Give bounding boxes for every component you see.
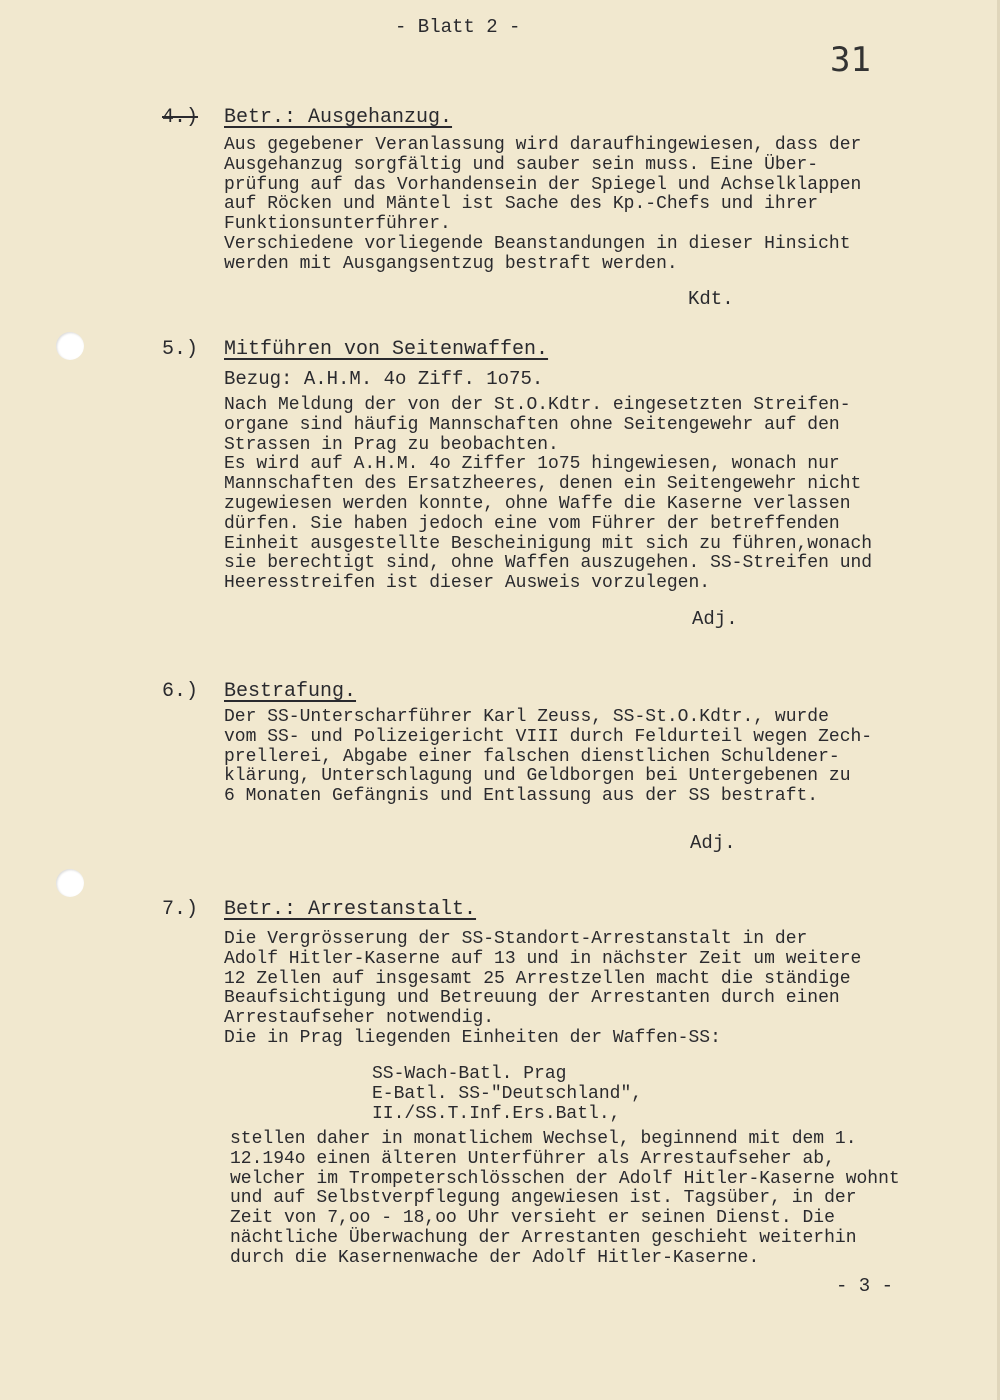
body-line: organe sind häufig Mannschaften ohne Seitengewehr auf den xyxy=(224,414,840,435)
footer-page-marker: - 3 - xyxy=(836,1275,894,1297)
body-line: Adolf Hitler-Kaserne auf 13 und in nächster Zeit um weitere xyxy=(224,948,862,969)
unit-list xyxy=(372,1064,642,1124)
unit-item: II./SS.T.Inf.Ers.Batl., xyxy=(372,1104,621,1124)
body-line: nächtliche Überwachung der Arrestanten geschieht weiterhin xyxy=(230,1227,857,1248)
body-line: 12 Zellen auf insgesamt 25 Arrestzellen macht die ständige xyxy=(224,968,851,989)
page-number: 31 xyxy=(830,40,871,80)
body-line: dürfen. Sie haben jedoch eine vom Führer der betreffenden xyxy=(224,513,840,534)
body-line: Aus gegebener Veranlassung wird daraufhingewiesen, dass der xyxy=(224,135,862,155)
section-reference: Bezug: A.H.M. 4o Ziff. 1o75. xyxy=(224,368,544,390)
body-line: auf Röcken und Mäntel ist Sache des Kp.-Chefs und ihrer xyxy=(224,194,819,215)
body-line: klärung, Unterschlagung und Geldborgen bei Untergebenen zu xyxy=(224,766,851,787)
body-line: prüfung auf das Vorhandensein der Spiegel und Achselklappen xyxy=(224,174,862,195)
signer: Adj. xyxy=(692,608,738,630)
body-line: 12.194o einen älteren Unterführer als Arrestaufseher ab, xyxy=(230,1148,835,1169)
body-line: Funktionsunterführer. xyxy=(224,214,451,235)
unit-item: E-Batl. SS-"Deutschland", xyxy=(372,1084,643,1104)
signer: Kdt. xyxy=(688,288,734,310)
section-title: Bestrafung. xyxy=(224,680,357,703)
section-number: 7.) xyxy=(162,898,199,921)
section-body xyxy=(224,136,954,275)
body-line: Verschiedene vorliegende Beanstandungen in dieser Hinsicht xyxy=(224,233,851,254)
sheet-header: - Blatt 2 - xyxy=(395,16,521,38)
body-line: Der SS-Unterscharführer Karl Zeuss, SS-St.O.Kdtr., wurde xyxy=(224,707,829,727)
body-line: und auf Selbstverpflegung angewiesen ist. Tagsüber, in der xyxy=(230,1188,857,1209)
section-number: 6.) xyxy=(162,680,199,703)
section-title: Betr.: Ausgehanzug. xyxy=(224,106,453,129)
body-line: Einheit ausgestellte Bescheinigung mit sich zu führen,wonach xyxy=(224,533,873,554)
body-line: Zeit von 7,oo - 18,oo Uhr versieht er seinen Dienst. Die xyxy=(230,1208,835,1229)
body-line: Heeresstreifen ist dieser Ausweis vorzulegen. xyxy=(224,573,711,594)
body-line: stellen daher in monatlichem Wechsel, beginnend mit dem 1. xyxy=(230,1129,857,1149)
section-body xyxy=(224,396,954,594)
body-line: Die Vergrösserung der SS-Standort-Arrestanstalt in der xyxy=(224,929,808,949)
section-body xyxy=(224,708,954,807)
body-line: sie berechtigt sind, ohne Waffen auszugehen. SS-Streifen und xyxy=(224,553,873,574)
section-number: 4.) xyxy=(162,106,199,129)
body-line: Arrestaufseher notwendig. xyxy=(224,1008,495,1029)
body-line: Beaufsichtigung und Betreuung der Arrestanten durch einen xyxy=(224,988,840,1009)
section-number: 5.) xyxy=(162,338,199,361)
body-line: Die in Prag liegenden Einheiten der Waffen-SS: xyxy=(224,1027,721,1048)
body-line: zugewiesen werden konnte, ohne Waffe die Kaserne verlassen xyxy=(224,493,851,514)
section-closing xyxy=(230,1130,970,1269)
section-title: Betr.: Arrestanstalt. xyxy=(224,898,477,921)
body-line: durch die Kasernenwache der Adolf Hitler-Kaserne. xyxy=(230,1247,760,1268)
body-line: Nach Meldung der von der St.O.Kdtr. eingesetzten Streifen- xyxy=(224,395,851,415)
body-line: Strassen in Prag zu beobachten. xyxy=(224,434,559,455)
unit-item: SS-Wach-Batl. Prag xyxy=(372,1064,567,1084)
punch-hole xyxy=(56,332,84,360)
body-line: 6 Monaten Gefängnis und Entlassung aus der SS bestraft. xyxy=(224,786,819,807)
body-line: Es wird auf A.H.M. 4o Ziffer 1o75 hingewiesen, wonach nur xyxy=(224,454,840,475)
section-body xyxy=(224,930,954,1049)
section-title: Mitführen von Seitenwaffen. xyxy=(224,338,549,361)
body-line: vom SS- und Polizeigericht VIII durch Feldurteil wegen Zech- xyxy=(224,726,873,747)
body-line: Mannschaften des Ersatzheeres, denen ein Seitengewehr nicht xyxy=(224,474,862,495)
body-line: Ausgehanzug sorgfältig und sauber sein muss. Eine Über- xyxy=(224,154,819,175)
signer: Adj. xyxy=(690,832,736,854)
body-line: welcher im Trompeterschlösschen der Adolf Hitler-Kaserne wohnt xyxy=(230,1168,900,1189)
punch-hole xyxy=(56,869,84,897)
body-line: werden mit Ausgangsentzug bestraft werden. xyxy=(224,253,678,274)
body-line: prellerei, Abgabe einer falschen dienstlichen Schuldener- xyxy=(224,746,840,767)
